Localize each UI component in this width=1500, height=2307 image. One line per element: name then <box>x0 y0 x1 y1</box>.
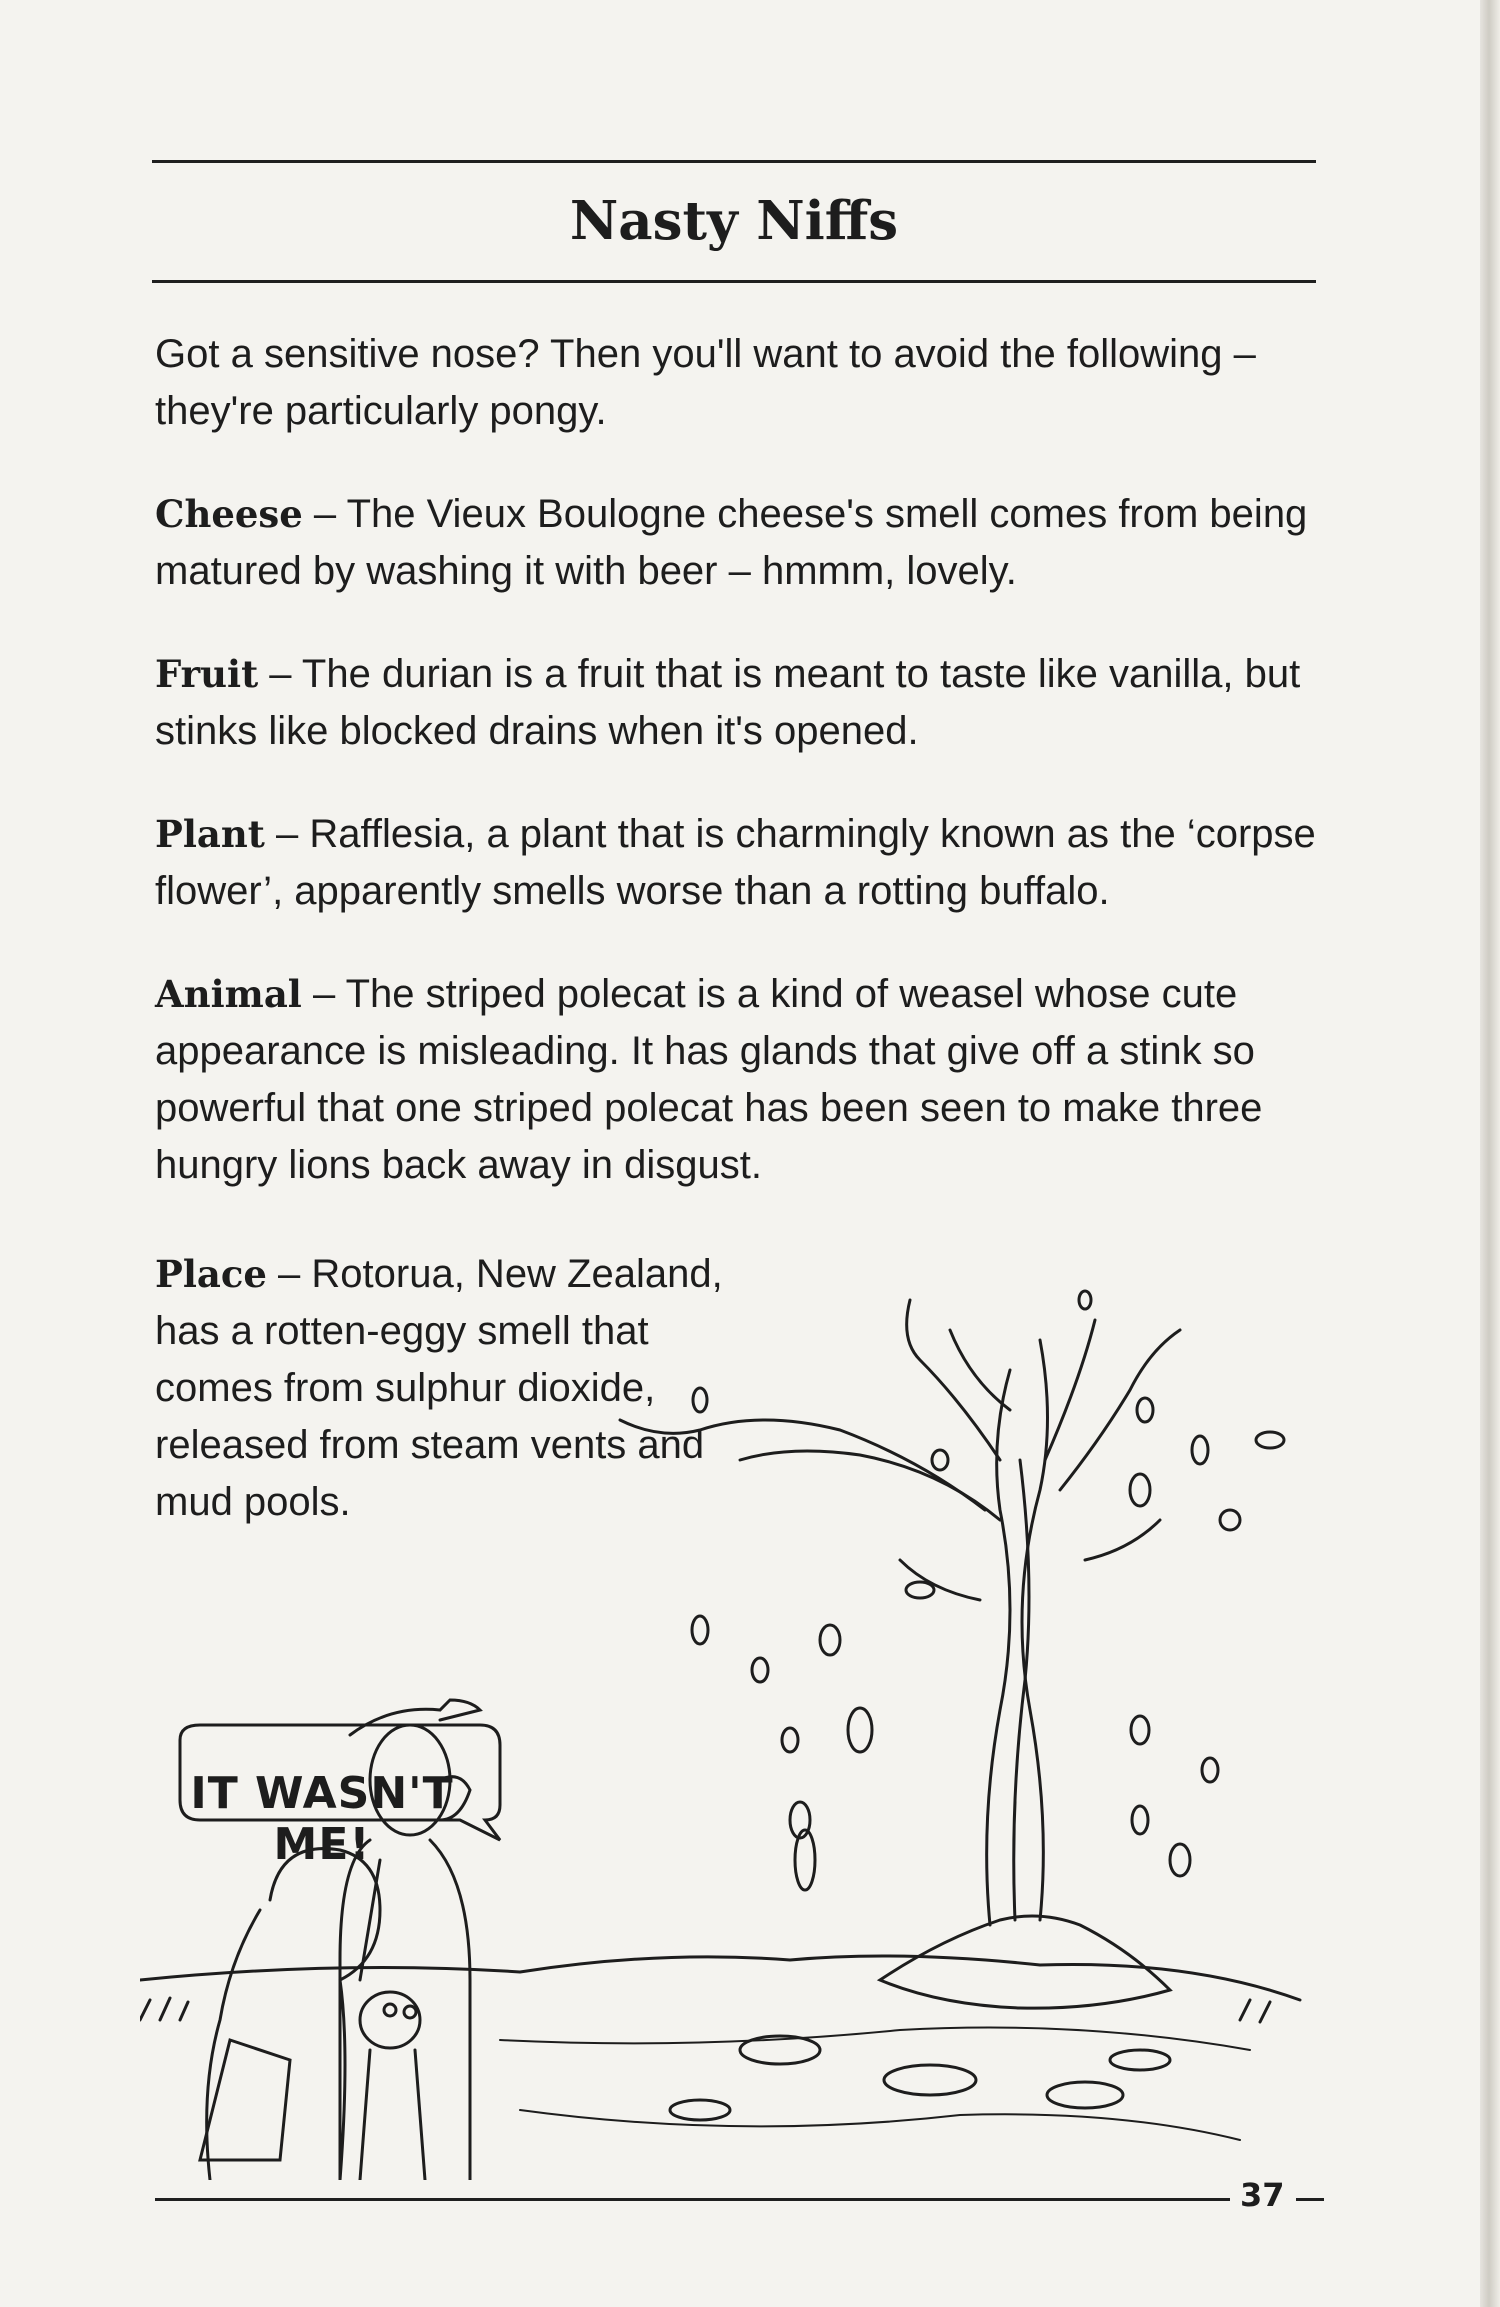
footer-dash <box>1296 2198 1324 2201</box>
entry-heading: Place <box>155 1252 267 1296</box>
footer-rule <box>155 2198 1230 2201</box>
entry-text: – The Vieux Boulogne cheese's smell comes from being matured by washing it with beer – hmmm, lovely. <box>155 492 1308 593</box>
speech-bubble-text: IT WASN'T ME! <box>190 1768 454 1870</box>
page-number: 37 <box>1240 2176 1285 2214</box>
page-title: Nasty Niffs <box>569 190 899 252</box>
title-rule-bottom <box>152 280 1316 283</box>
entry-text: – Rafflesia, a plant that is charmingly known as the ‘corpse flower’, apparently smells worse than a rotting buffalo. <box>155 812 1316 913</box>
entry-text: – The durian is a fruit that is meant to taste like vanilla, but stinks like blocked drains when it's opened. <box>155 652 1301 753</box>
page-edge <box>1480 0 1500 2307</box>
entry-heading: Fruit <box>155 652 259 696</box>
entry-text: – Rotorua, New Zealand, has a rotten-eggy smell that comes from sulphur dioxide, released from steam vents and mud pools. <box>155 1252 723 1524</box>
entry-heading: Plant <box>155 812 265 856</box>
fruit-entry <box>155 646 1330 760</box>
cheese-entry <box>155 486 1330 600</box>
animal-entry <box>155 966 1330 1194</box>
entry-text: – The striped polecat is a kind of weasel whose cute appearance is misleading. It has glands that give off a stink so powerful that one striped polecat has been seen to make three hungry lions back away in disgust. <box>155 972 1263 1187</box>
entry-heading: Animal <box>155 972 302 1016</box>
geyser-cartoon-illustration <box>140 1260 1380 2180</box>
title-rule-top <box>152 160 1316 163</box>
entry-heading: Cheese <box>155 492 303 536</box>
plant-entry <box>155 806 1330 920</box>
intro-paragraph: Got a sensitive nose? Then you'll want to avoid the following – they're particularly pongy. <box>155 332 1256 433</box>
